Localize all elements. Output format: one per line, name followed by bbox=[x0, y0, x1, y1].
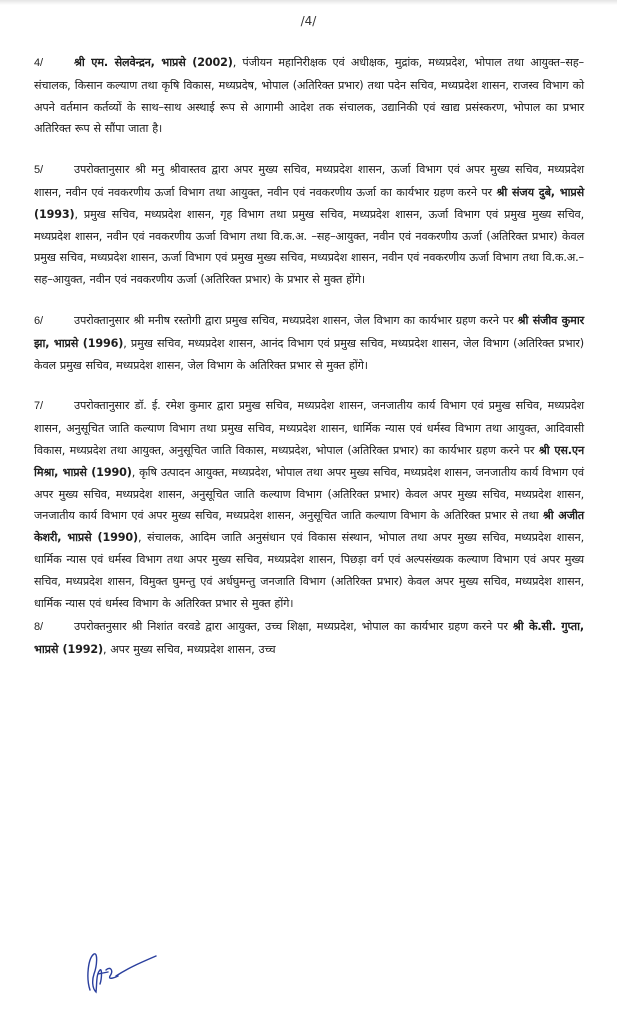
officer-name: श्री एम. सेलवेन्द्रन, भाप्रसे (2002) bbox=[74, 56, 233, 69]
paragraph-text: , प्रमुख सचिव, मध्यप्रदेश शासन, गृह विभाग तथा प्रमुख सचिव, मध्यप्रदेश शासन, ऊर्जा विभाग एवं प्रमुख मुख्य सचिव, मध्यप्रदेश शासन, नवीन एवं नवकरणीय ऊर्जा विभाग तथा वि.क.अ. –सह–आयुक्त, नवीन एवं नवकरणीय ऊर्जा (अतिरिक्त प्रभार) केवल प्रमुख सचिव, मध्यप्रदेश शासन, ऊर्जा विभाग एवं प्रमुख मुख्य सचिव, मध्यप्रदेश शासन, नवीन एवं नवकरणीय ऊर्जा विभाग तथा वि.क.अ.–सह–आयुक्त, नवीन एवं नवकरणीय ऊर्जा (अतिरिक्त प्रभार) के प्रभार से मुक्त होंगे। bbox=[34, 207, 584, 287]
page-number: /4/ bbox=[300, 14, 317, 28]
paragraph-text: , पंजीयन महानिरीक्षक एवं अधीक्षक, मुद्रांक, मध्यप्रदेश, भोपाल तथा आयुक्त–सह– संचालक, किसान कल्याण तथा कृषि विकास, मध्यप्रदेष, भोपाल (अतिरिक्त प्रभार) तथा पदेन सचिव, मध्यप्रदेश शासन, राजस्व विभाग को अपने वर्तमान कर्तव्यों के साथ–साथ अस्थाई रूप से आगामी आदेश तक संचालक, उद्यानिकी एवं खाद्य प्रसंस्करण, भोपाल का प्रभार अतिरिक्त रूप से सौंपा जाता है। bbox=[34, 56, 585, 136]
paragraph-text: उपरोक्तानुसार श्री मनीष रस्तोगी द्वारा प्रमुख सचिव, मध्यप्रदेश शासन, जेल विभाग का कार्यभार ग्रहण करने पर bbox=[74, 313, 518, 327]
paragraph-text: उपरोक्तनुसार श्री निशांत वरवडे द्वारा आयुक्त, उच्च शिक्षा, मध्यप्रदेश, भोपाल का कार्यभार ग्रहण करने पर bbox=[74, 620, 513, 634]
paragraph-5 bbox=[34, 159, 584, 291]
paragraph-4 bbox=[34, 52, 584, 140]
paragraph-number: 4/ bbox=[34, 57, 43, 69]
paragraph-number: 5/ bbox=[34, 164, 43, 177]
paragraph-text: , प्रमुख सचिव, मध्यप्रदेश शासन, आनंद विभाग एवं प्रमुख सचिव, मध्यप्रदेश शासन, जेल विभाग (अतिरिक्त प्रभार) केवल प्रमुख सचिव, मध्यप्रदेश शासन, जेल विभाग के अतिरिक्त प्रभार से मुक्त होंगे। bbox=[34, 336, 584, 372]
paragraph-text: , कृषि उत्पादन आयुक्त, मध्यप्रदेश, भोपाल तथा अपर मुख्य सचिव, मध्यप्रदेश शासन, जनजातीय कार्य विभाग एवं अपर मुख्य सचिव, मध्यप्रदेश शासन, अनुसूचित जाति कल्याण विभाग (अतिरिक्त प्रभार) केवल अपर मुख्य सचिव, मध्यप्रदेश शासन, जनजातीय कार्य विभाग एवं अपर मुख्य सचिव, मध्यप्रदेश शासन, अनुसूचित जाति कल्याण विभाग के अतिरिक्त प्रभार से तथा bbox=[34, 465, 584, 523]
officer-name: श्री संजय दुबे, भाप्रसे (1993) bbox=[34, 185, 584, 221]
paragraph-number: 7/ bbox=[34, 400, 43, 413]
officer-name: श्री संजीव कुमार झा, भाप्रसे (1996) bbox=[34, 313, 584, 350]
paragraph-number: 6/ bbox=[34, 314, 43, 327]
officer-name: श्री अजीत केशरी, भाप्रसे (1990) bbox=[34, 509, 584, 545]
paragraph-8 bbox=[34, 616, 584, 661]
paragraph-text: उपरोक्तानुसार श्री मनु श्रीवास्तव द्वारा अपर मुख्य सचिव, मध्यप्रदेश शासन, ऊर्जा विभाग एवं अपर मुख्य सचिव, मध्यप्रदेश शासन, नवीन एवं नवकरणीय ऊर्जा विभाग तथा आयुक्त, नवीन एवं नवकरणीय ऊर्जा का कार्यभार ग्रहण करने पर bbox=[34, 163, 584, 199]
paragraph-7 bbox=[34, 395, 584, 614]
paragraph-6 bbox=[34, 310, 584, 376]
paragraph-text: उपरोक्तानुसार डॉ. ई. रमेश कुमार द्वारा प्रमुख सचिव, मध्यप्रदेश शासन, जनजातीय कार्य विभाग एवं प्रमुख सचिव, मध्यप्रदेश शासन, अनुसूचित जाति कल्याण विभाग तथा प्रमुख सचिव, मध्यप्रदेश शासन, धार्मिक न्यास एवं धर्मस्व विभाग तथा आयुक्त, आदिवासी विकास, मध्यप्रदेश तथा आयुक्त, अनुसूचित जाति विकास, मध्यप्रदेश, भोपाल (अतिरिक्त प्रभार) का कार्यभार ग्रहण करने पर bbox=[34, 399, 584, 457]
scan-top-edge bbox=[0, 0, 617, 5]
officer-name: श्री के.सी. गुप्ता, भाप्रसे (1992) bbox=[34, 620, 584, 657]
document-body bbox=[34, 52, 584, 680]
paragraph-number: 8/ bbox=[34, 621, 43, 634]
officer-name: श्री एस.एन मिश्रा, भाप्रसे (1990) bbox=[34, 443, 584, 479]
paragraph-text: , संचालक, आदिम जाति अनुसंधान एवं विकास संस्थान, भोपाल तथा अपर मुख्य सचिव, मध्यप्रदेश शासन, धार्मिक न्यास एवं धर्मस्व विभाग तथा अपर मुख्य सचिव, मध्यप्रदेश शासन, पिछड़ा वर्ग एवं अल्पसंख्यक कल्याण विभाग एवं अपर मुख्य सचिव, मध्यप्रदेश शासन, विमुक्त घुमन्तु एवं अर्धघुमन्तु जनजाति विभाग (अतिरिक्त प्रभार) केवल अपर मुख्य सचिव, मध्यप्रदेश शासन, धार्मिक न्यास एवं धर्मस्व विभाग के अतिरिक्त प्रभार से मुक्त होंगे। bbox=[34, 531, 584, 610]
handwritten-signature-icon bbox=[80, 948, 160, 996]
paragraph-text: , अपर मुख्य सचिव, मध्यप्रदेश शासन, उच्च bbox=[102, 643, 276, 657]
